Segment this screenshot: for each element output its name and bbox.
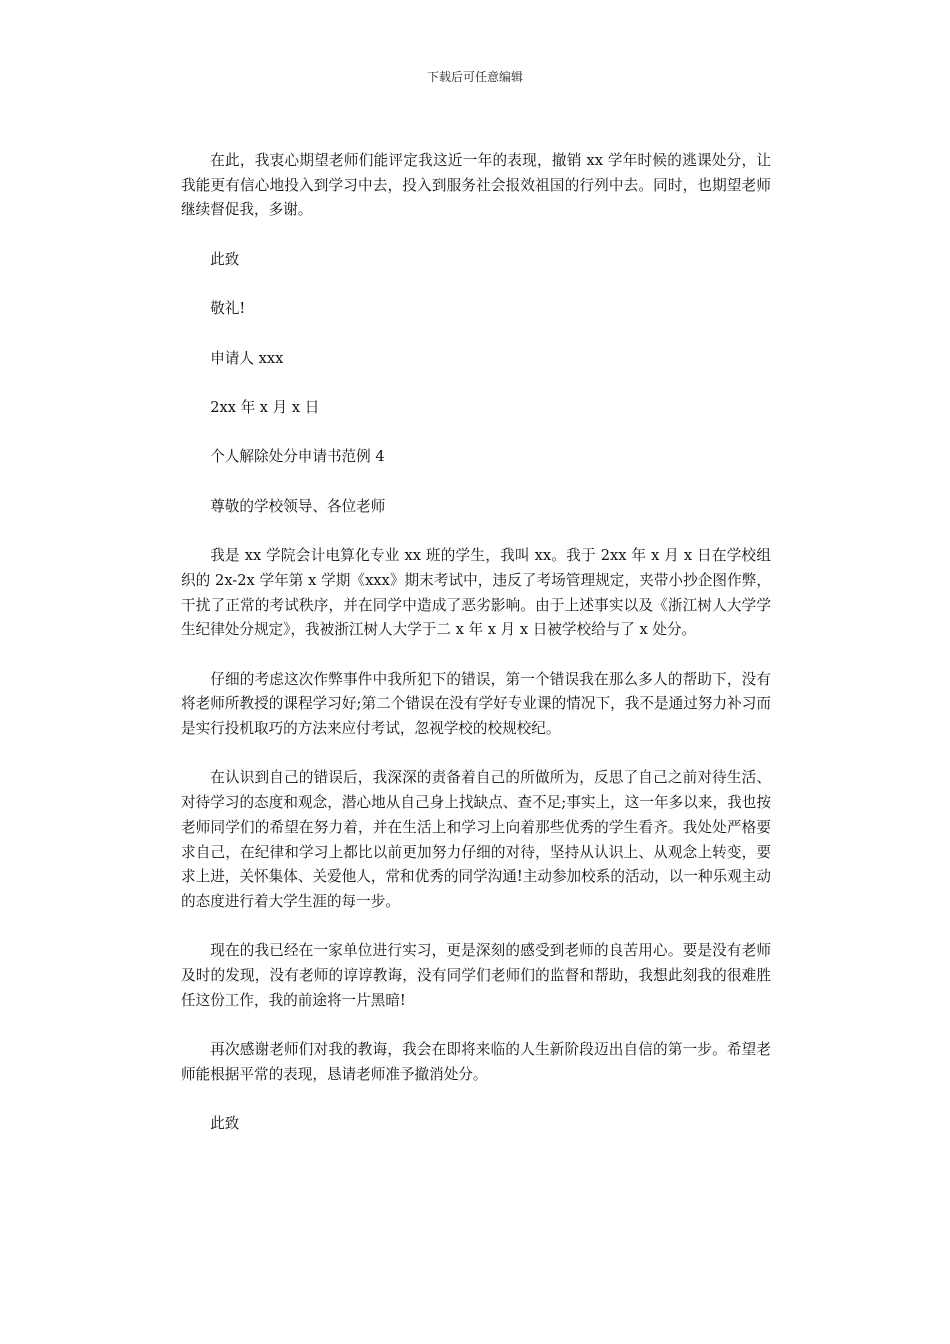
paragraph-revoke-request: 在此，我衷心期望老师们能评定我这近一年的表现，撤销 xx 学年时候的逃课处分，让我能更有信心地投入到学习中去，投入到服务社会报效祖国的行列中去。同时，也期望老师继续督促我，多谢。 <box>181 152 771 219</box>
paragraph-thanks: 再次感谢老师们对我的教诲，我会在即将来临的人生新阶段迈出自信的第一步。希望老师能根据平常的表现，恳请老师准予撤消处分。 <box>181 1041 771 1083</box>
greeting: 尊敬的学校领导、各位老师 <box>210 497 386 515</box>
closing-regards: 敬礼! <box>210 300 246 318</box>
closing-salutation-2: 此致 <box>210 1115 240 1133</box>
date-line: 2xx 年 x 月 x 日 <box>210 398 320 416</box>
paragraph-internship: 现在的我已经在一家单位进行实习，更是深刻的感受到老师的良苦用心。要是没有老师及时的发现，没有老师的谆谆教诲，没有同学们老师们的监督和帮助，我想此刻我的很难胜任这份工作，我的前途将一片黑暗! <box>181 942 771 1009</box>
document-body <box>181 149 771 1162</box>
closing-salutation: 此致 <box>210 250 240 268</box>
applicant-signature: 申请人 xxx <box>210 349 284 367</box>
page-header: 下载后可任意编辑 <box>426 70 523 84</box>
paragraph-reflection: 仔细的考虑这次作弊事件中我所犯下的错误，第一个错误我在那么多人的帮助下，没有将老师所教授的课程学习好;第二个错误在没有学好专业课的情况下，我不是通过努力补习而是实行投机取巧的方法来应付考试，忽视学校的校规校纪。 <box>181 670 771 738</box>
paragraph-introduction: 我是 xx 学院会计电算化专业 xx 班的学生，我叫 xx。我于 2xx 年 x 月 x 日在学校组织的 2x-2x 学年第 x 学期《xxx》期末考试中，违反了考场管理规定，夹带小抄企图作弊，干扰了正常的考试秩序，并在同学中造成了恶劣影响。由于上述事实以及《浙江树人大学学生纪律处分规定》，我被浙江树人大学于二 x 年 x 月 x 日被学校给与了 x 处分。 <box>181 547 771 639</box>
section-title: 个人解除处分申请书范例 4 <box>210 448 385 466</box>
paragraph-self-improvement: 在认识到自己的错误后，我深深的责备着自己的所做所为，反思了自己之前对待生活、对待学习的态度和观念，潜心地从自己身上找缺点、查不足;事实上，这一年多以来，我也按老师同学们的希望在努力着，并在生活上和学习上向着那些优秀的学生看齐。我处处严格要求自己，在纪律和学习上都比以前更加努力仔细的对待，坚持从认识上、从观念上转变，要求上进，关怀集体、关爱他人，常和优秀的同学沟通!主动参加校系的活动，以一种乐观主动的态度进行着大学生涯的每一步。 <box>181 769 771 910</box>
